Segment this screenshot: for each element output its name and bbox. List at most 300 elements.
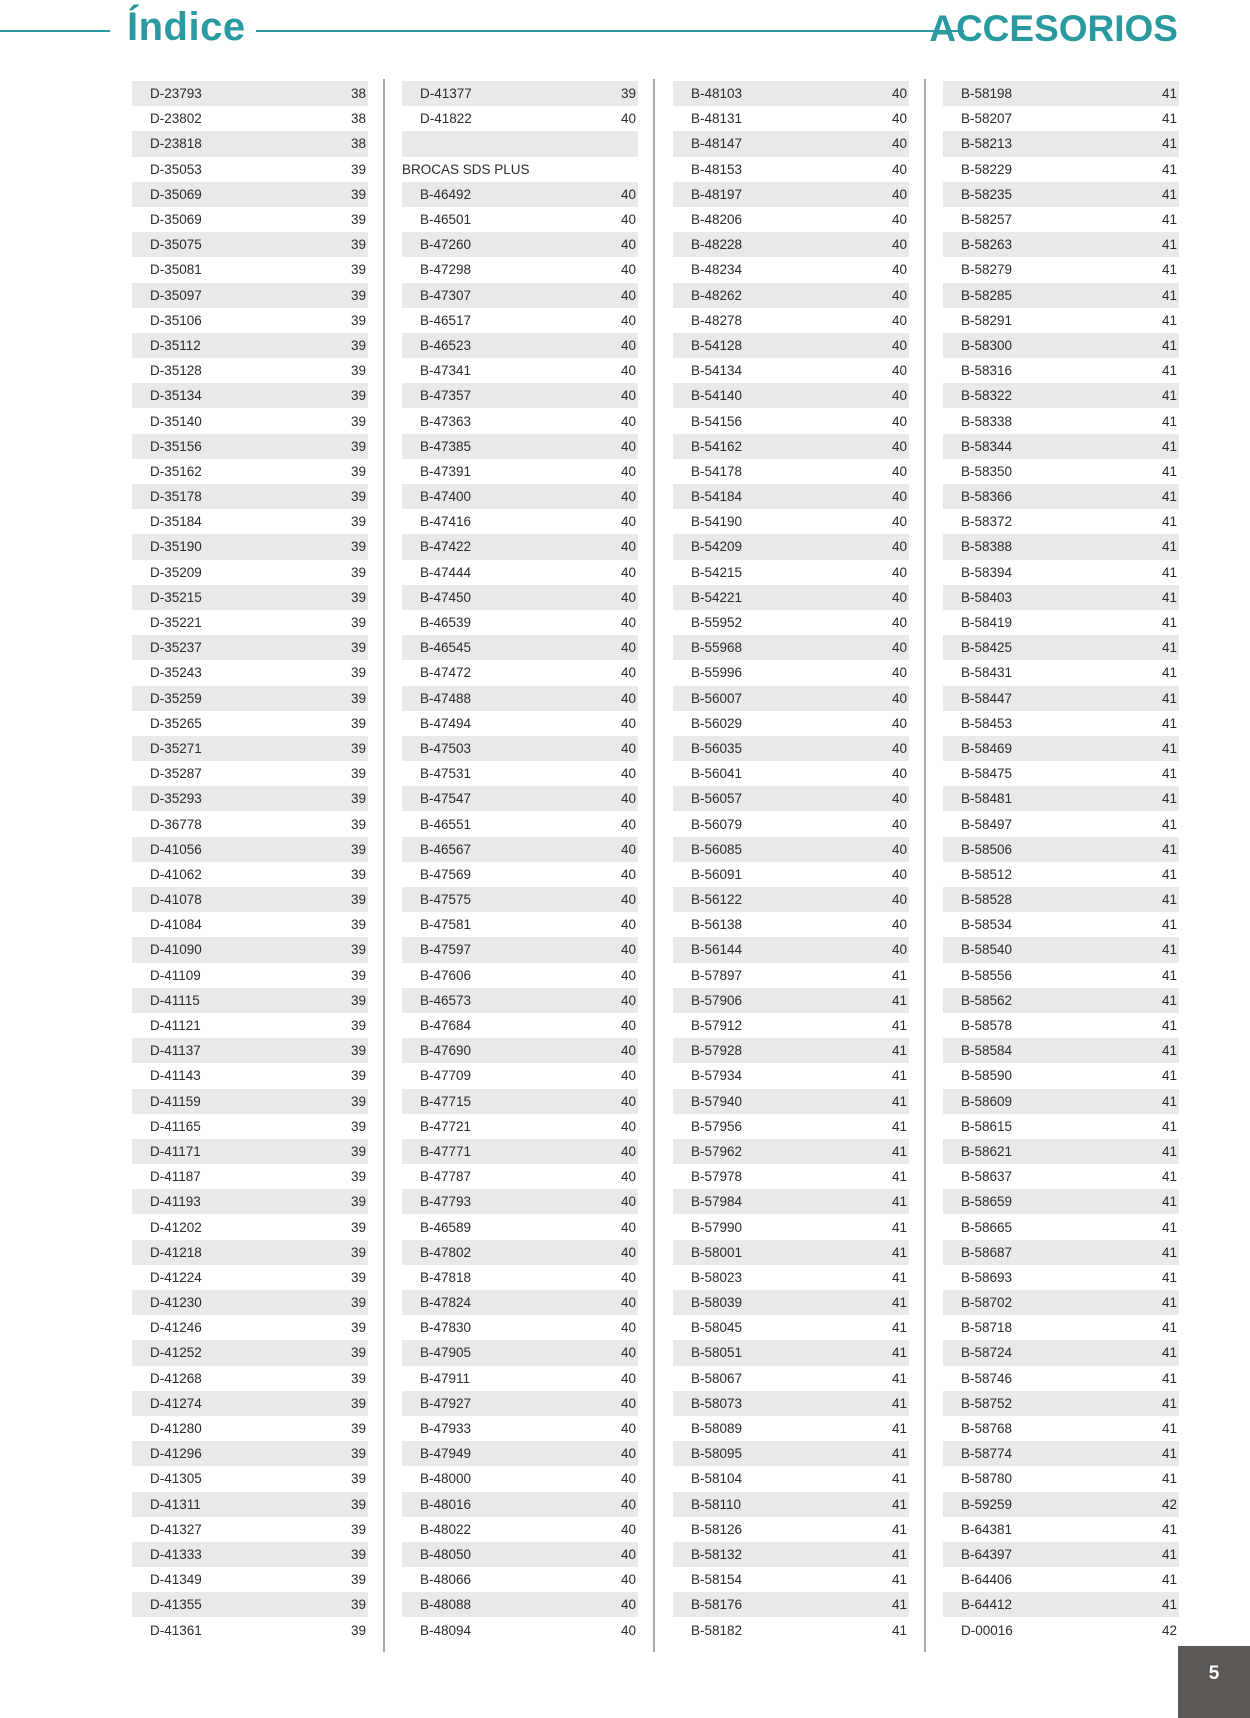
- index-row: [402, 509, 638, 534]
- product-code: B-47684: [420, 1018, 472, 1034]
- product-code: B-57962: [691, 1143, 743, 1159]
- index-column-2: [402, 81, 638, 1643]
- product-code: B-47933: [420, 1421, 472, 1437]
- page-ref: 41: [1161, 1295, 1177, 1311]
- product-code: B-58578: [961, 1018, 1013, 1034]
- index-row: [402, 1013, 638, 1038]
- page-ref: 40: [620, 237, 636, 253]
- product-code: B-58780: [961, 1471, 1013, 1487]
- page-ref: 39: [350, 1143, 366, 1159]
- column-divider: [653, 79, 655, 1652]
- product-code: D-35053: [150, 161, 202, 177]
- product-code: B-58609: [961, 1093, 1013, 1109]
- page-ref: 39: [350, 690, 366, 706]
- page-ref: 39: [350, 388, 366, 404]
- page-ref: 40: [891, 237, 907, 253]
- page-ref: 39: [350, 866, 366, 882]
- product-code: B-58556: [961, 967, 1013, 983]
- product-code: B-58506: [961, 841, 1013, 857]
- product-code: D-35156: [150, 438, 202, 454]
- page-ref: 41: [1161, 892, 1177, 908]
- index-row: [943, 308, 1179, 333]
- page-ref: 41: [1161, 841, 1177, 857]
- index-row: [943, 333, 1179, 358]
- page-ref: 41: [1161, 539, 1177, 555]
- page-ref: 40: [620, 463, 636, 479]
- product-code: D-35221: [150, 615, 202, 631]
- product-code: B-56007: [691, 690, 743, 706]
- product-code: B-58051: [691, 1345, 743, 1361]
- index-row: [673, 1214, 909, 1239]
- page-ref: 41: [1161, 1244, 1177, 1260]
- index-row: [132, 509, 368, 534]
- page-ref: 41: [1161, 1093, 1177, 1109]
- page-ref: 41: [1161, 1395, 1177, 1411]
- page-ref: 41: [1161, 690, 1177, 706]
- product-code: B-58453: [961, 715, 1013, 731]
- product-code: D-35112: [150, 337, 201, 353]
- product-code: D-35178: [150, 489, 202, 505]
- index-row: [943, 484, 1179, 509]
- page-ref: 41: [1161, 1068, 1177, 1084]
- product-code: D-35265: [150, 715, 202, 731]
- index-row: [673, 1340, 909, 1365]
- product-code: B-58425: [961, 640, 1013, 656]
- page-ref: 41: [891, 1496, 907, 1512]
- product-code: B-47391: [420, 463, 472, 479]
- page-ref: 39: [350, 1093, 366, 1109]
- product-code: B-54156: [691, 413, 743, 429]
- page-ref: 41: [1161, 1446, 1177, 1462]
- page-ref: 40: [620, 1118, 636, 1134]
- page-ref: 40: [620, 791, 636, 807]
- index-column-3: [673, 81, 909, 1643]
- index-row: [402, 736, 638, 761]
- product-code: B-47416: [420, 514, 472, 530]
- product-code: B-56138: [691, 917, 743, 933]
- index-row: [943, 635, 1179, 660]
- index-row: [132, 257, 368, 282]
- page-ref: 40: [891, 539, 907, 555]
- index-row: [132, 837, 368, 862]
- index-row: [943, 383, 1179, 408]
- product-code: B-54215: [691, 564, 743, 580]
- product-code: B-58154: [691, 1572, 743, 1588]
- page-ref: 40: [620, 1320, 636, 1336]
- product-code: D-41143: [150, 1068, 201, 1084]
- index-row: [402, 534, 638, 559]
- index-row: [673, 1114, 909, 1139]
- product-code: D-41268: [150, 1370, 202, 1386]
- product-code: B-47298: [420, 262, 472, 278]
- page-ref: 39: [350, 942, 366, 958]
- page-ref: 41: [891, 992, 907, 1008]
- index-row: [132, 434, 368, 459]
- page-ref: 40: [891, 665, 907, 681]
- product-code: B-58718: [961, 1320, 1013, 1336]
- page-ref: 39: [350, 967, 366, 983]
- product-code: B-59259: [961, 1496, 1013, 1512]
- product-code: B-48131: [691, 111, 743, 127]
- index-row: [402, 358, 638, 383]
- product-code: B-58045: [691, 1320, 743, 1336]
- index-row: [943, 182, 1179, 207]
- index-row: [673, 1063, 909, 1088]
- page-ref: 40: [620, 337, 636, 353]
- index-row: [402, 459, 638, 484]
- product-code: B-56144: [691, 942, 743, 958]
- product-code: D-41121: [150, 1018, 201, 1034]
- product-code: B-46589: [420, 1219, 472, 1235]
- page-ref: 40: [620, 1622, 636, 1638]
- page-ref: 39: [350, 1446, 366, 1462]
- index-row: [402, 988, 638, 1013]
- product-code: B-56029: [691, 715, 743, 731]
- product-code: B-58001: [691, 1244, 743, 1260]
- index-row: [402, 1617, 638, 1642]
- page-ref: 39: [350, 1118, 366, 1134]
- page-ref: 40: [891, 262, 907, 278]
- index-row: [673, 1441, 909, 1466]
- page-ref: 41: [1161, 766, 1177, 782]
- product-code: B-58182: [691, 1622, 743, 1638]
- product-code: D-35237: [150, 640, 202, 656]
- index-row: [402, 560, 638, 585]
- page-ref: 41: [891, 1043, 907, 1059]
- product-code: B-47357: [420, 388, 472, 404]
- product-code: B-57990: [691, 1219, 743, 1235]
- index-row: [402, 1492, 638, 1517]
- page-ref: 40: [620, 866, 636, 882]
- page-ref: 39: [350, 816, 366, 832]
- page-ref: 41: [1161, 1018, 1177, 1034]
- index-row: [943, 862, 1179, 887]
- product-code: B-58540: [961, 942, 1013, 958]
- page-ref: 41: [1161, 1421, 1177, 1437]
- index-row: [673, 1265, 909, 1290]
- index-row: [943, 837, 1179, 862]
- page-ref: 40: [620, 892, 636, 908]
- product-code: B-58469: [961, 740, 1013, 756]
- index-row: [673, 308, 909, 333]
- page-ref: 41: [1161, 312, 1177, 328]
- index-row: [402, 333, 638, 358]
- product-code: D-35209: [150, 564, 202, 580]
- page-ref: 40: [620, 690, 636, 706]
- index-row: [943, 1315, 1179, 1340]
- index-row: [943, 257, 1179, 282]
- product-code: B-47450: [420, 589, 472, 605]
- index-row: [673, 1240, 909, 1265]
- product-code: B-54184: [691, 489, 743, 505]
- product-code: D-41355: [150, 1597, 202, 1613]
- index-row: [673, 1567, 909, 1592]
- index-row: [673, 711, 909, 736]
- page-ref: 41: [1161, 1546, 1177, 1562]
- index-row: [943, 1542, 1179, 1567]
- page-ref: 40: [620, 665, 636, 681]
- index-row: [402, 308, 638, 333]
- product-code: B-47422: [420, 539, 472, 555]
- product-code: B-47575: [420, 892, 472, 908]
- product-code: D-41171: [150, 1143, 201, 1159]
- page-ref: 41: [891, 1421, 907, 1437]
- product-code: B-58746: [961, 1370, 1013, 1386]
- index-row: [402, 182, 638, 207]
- page-ref: 40: [620, 1043, 636, 1059]
- index-row: [673, 887, 909, 912]
- page-ref: 39: [350, 1370, 366, 1386]
- page-ref: 39: [350, 463, 366, 479]
- product-code: B-58213: [961, 136, 1013, 152]
- section-title: ACCESORIOS: [929, 8, 1178, 49]
- page-ref: 40: [620, 740, 636, 756]
- index-row: [673, 1542, 909, 1567]
- index-row: [402, 761, 638, 786]
- index-row: [673, 761, 909, 786]
- page-ref: 41: [1161, 161, 1177, 177]
- page-ref: 40: [620, 766, 636, 782]
- index-row: [673, 333, 909, 358]
- product-code: D-35243: [150, 665, 202, 681]
- page-ref: 41: [1161, 463, 1177, 479]
- index-row: [943, 1492, 1179, 1517]
- page-ref: 41: [1161, 715, 1177, 731]
- page-ref: 39: [350, 917, 366, 933]
- page-ref: 41: [1161, 1521, 1177, 1537]
- page-ref: 41: [1161, 514, 1177, 530]
- product-code: B-57897: [691, 967, 743, 983]
- product-code: B-56079: [691, 816, 743, 832]
- index-row: [673, 408, 909, 433]
- product-code: B-58132: [691, 1546, 743, 1562]
- index-row: [943, 1189, 1179, 1214]
- index-row: [132, 308, 368, 333]
- page-ref: 39: [350, 640, 366, 656]
- page-ref: 41: [1161, 740, 1177, 756]
- product-code: B-56122: [691, 892, 743, 908]
- page-ref: 40: [620, 589, 636, 605]
- index-row: [402, 1542, 638, 1567]
- product-code: D-35075: [150, 237, 202, 253]
- section-heading-row: [402, 157, 638, 182]
- index-row: [402, 383, 638, 408]
- index-row: [402, 1592, 638, 1617]
- index-row: [132, 912, 368, 937]
- index-row: [402, 811, 638, 836]
- product-code: B-58752: [961, 1395, 1013, 1411]
- page-ref: 39: [350, 892, 366, 908]
- index-row: [943, 988, 1179, 1013]
- page-ref: 41: [1161, 1320, 1177, 1336]
- product-code: B-58263: [961, 237, 1013, 253]
- page-ref: 41: [891, 967, 907, 983]
- page-ref: 41: [1161, 86, 1177, 102]
- index-row: [943, 585, 1179, 610]
- product-code: B-55952: [691, 615, 743, 631]
- index-row: [402, 283, 638, 308]
- page-ref: 41: [1161, 1572, 1177, 1588]
- product-code: B-54221: [691, 589, 743, 605]
- index-row: [402, 131, 638, 156]
- index-row: [673, 232, 909, 257]
- product-code: D-41280: [150, 1421, 202, 1437]
- index-row: [673, 283, 909, 308]
- index-row: [943, 106, 1179, 131]
- product-code: B-47363: [420, 413, 472, 429]
- product-code: B-48088: [420, 1597, 472, 1613]
- index-row: [943, 560, 1179, 585]
- index-row: [402, 1366, 638, 1391]
- product-code: B-58637: [961, 1169, 1013, 1185]
- index-row: [402, 1265, 638, 1290]
- product-code: B-47715: [420, 1093, 472, 1109]
- index-row: [402, 106, 638, 131]
- page-ref: 41: [891, 1219, 907, 1235]
- page-ref: 41: [1161, 1043, 1177, 1059]
- index-row: [132, 988, 368, 1013]
- index-row: [402, 434, 638, 459]
- product-code: D-41822: [420, 111, 472, 127]
- product-code: B-64406: [961, 1572, 1013, 1588]
- product-code: D-41165: [150, 1118, 201, 1134]
- page-ref: 39: [350, 766, 366, 782]
- page-ref: 40: [891, 161, 907, 177]
- page-ref: 40: [620, 917, 636, 933]
- page-ref: 39: [350, 312, 366, 328]
- product-code: D-35140: [150, 413, 202, 429]
- index-row: [943, 408, 1179, 433]
- index-row: [132, 81, 368, 106]
- page-ref: 40: [620, 489, 636, 505]
- index-row: [943, 283, 1179, 308]
- page-ref: 40: [620, 312, 636, 328]
- index-row: [402, 1063, 638, 1088]
- product-code: D-41349: [150, 1572, 202, 1588]
- page-ref: 41: [1161, 1345, 1177, 1361]
- product-code: D-41333: [150, 1546, 202, 1562]
- page-ref: 41: [1161, 615, 1177, 631]
- product-code: B-54209: [691, 539, 743, 555]
- index-row: [673, 1617, 909, 1642]
- page-ref: 40: [891, 615, 907, 631]
- index-row: [402, 1139, 638, 1164]
- page-ref: 40: [620, 816, 636, 832]
- product-code: D-41305: [150, 1471, 202, 1487]
- product-code: B-47569: [420, 866, 472, 882]
- product-code: B-58110: [691, 1496, 742, 1512]
- product-code: B-47503: [420, 740, 472, 756]
- product-code: D-41327: [150, 1521, 202, 1537]
- product-code: D-00016: [961, 1622, 1013, 1638]
- product-code: D-35097: [150, 287, 202, 303]
- product-code: D-41377: [420, 86, 472, 102]
- product-code: B-56085: [691, 841, 743, 857]
- index-row: [943, 1240, 1179, 1265]
- page-ref: 38: [350, 136, 366, 152]
- product-code: B-54128: [691, 337, 743, 353]
- index-row: [132, 963, 368, 988]
- page-ref: 41: [1161, 1219, 1177, 1235]
- page-ref: 39: [350, 1572, 366, 1588]
- index-row: [943, 1063, 1179, 1088]
- page-ref: 39: [350, 1169, 366, 1185]
- product-code: B-47581: [420, 917, 472, 933]
- product-code: D-35134: [150, 388, 202, 404]
- index-row: [673, 1466, 909, 1491]
- product-code: B-47307: [420, 287, 472, 303]
- page-ref: 40: [891, 463, 907, 479]
- page-ref: 41: [891, 1546, 907, 1562]
- page-ref: 40: [891, 640, 907, 656]
- index-row: [943, 1013, 1179, 1038]
- index-row: [402, 81, 638, 106]
- index-row: [132, 610, 368, 635]
- product-code: B-58702: [961, 1295, 1013, 1311]
- page-ref: 40: [620, 1370, 636, 1386]
- page-ref: 39: [350, 665, 366, 681]
- page-ref: 40: [620, 967, 636, 983]
- index-row: [132, 761, 368, 786]
- product-code: B-58300: [961, 337, 1013, 353]
- product-code: B-48147: [691, 136, 743, 152]
- index-row: [132, 1517, 368, 1542]
- index-row: [673, 157, 909, 182]
- product-code: B-58528: [961, 892, 1013, 908]
- page-ref: 41: [891, 1244, 907, 1260]
- product-code: B-58207: [961, 111, 1013, 127]
- product-code: B-58534: [961, 917, 1013, 933]
- product-code: B-47771: [420, 1143, 472, 1159]
- page-ref: 40: [620, 287, 636, 303]
- page-ref: 40: [891, 489, 907, 505]
- product-code: B-58687: [961, 1244, 1013, 1260]
- page-ref: 39: [350, 1219, 366, 1235]
- index-row: [943, 434, 1179, 459]
- page-ref: 41: [891, 1143, 907, 1159]
- product-code: B-57940: [691, 1093, 743, 1109]
- product-code: D-35162: [150, 463, 202, 479]
- product-code: B-57912: [691, 1018, 743, 1034]
- index-row: [943, 1214, 1179, 1239]
- product-code: B-48066: [420, 1572, 472, 1588]
- product-code: B-48103: [691, 86, 743, 102]
- product-code: B-58481: [961, 791, 1013, 807]
- index-row: [402, 1214, 638, 1239]
- product-code: B-47385: [420, 438, 472, 454]
- product-code: D-41202: [150, 1219, 202, 1235]
- product-code: B-46567: [420, 841, 472, 857]
- page-ref: 39: [350, 539, 366, 555]
- product-code: D-41159: [150, 1093, 201, 1109]
- product-code: B-47927: [420, 1395, 472, 1411]
- page-ref: 40: [620, 640, 636, 656]
- page-ref: 41: [1161, 992, 1177, 1008]
- page-ref: 39: [350, 1244, 366, 1260]
- page-ref: 40: [620, 1244, 636, 1260]
- product-code: B-57928: [691, 1043, 743, 1059]
- index-row: [402, 635, 638, 660]
- index-row: [943, 761, 1179, 786]
- index-column-1: [132, 81, 368, 1643]
- page-ref: 41: [891, 1068, 907, 1084]
- page-ref: 41: [1161, 1169, 1177, 1185]
- index-row: [132, 1265, 368, 1290]
- product-code: B-54162: [691, 438, 743, 454]
- index-row: [943, 459, 1179, 484]
- page-ref: 41: [1161, 564, 1177, 580]
- page-ref: 41: [1161, 1269, 1177, 1285]
